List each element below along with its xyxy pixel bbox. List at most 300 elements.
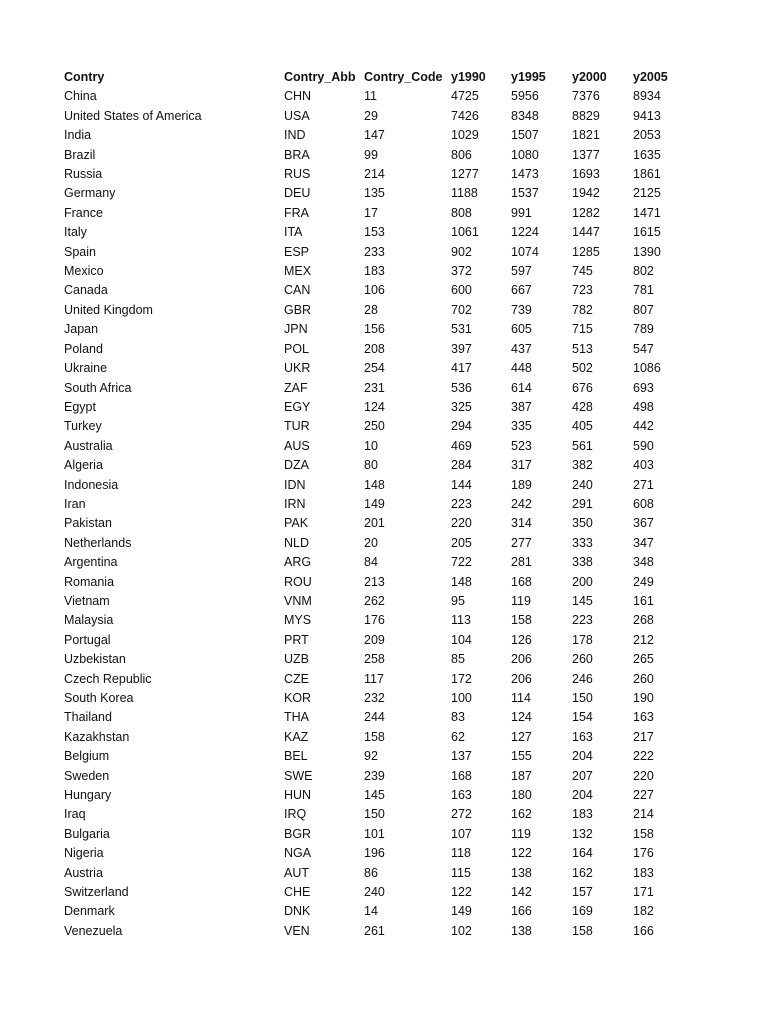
cell-y1990: 85 xyxy=(451,652,465,667)
cell-code: 17 xyxy=(364,205,378,220)
cell-y2000: 162 xyxy=(572,865,593,880)
cell-abb: PRT xyxy=(284,632,309,647)
cell-y2005: 547 xyxy=(633,341,654,356)
cell-y2005: 249 xyxy=(633,574,654,589)
cell-country: Portugal xyxy=(64,632,111,647)
cell-y2000: 150 xyxy=(572,691,593,705)
cell-y1995: 180 xyxy=(511,788,532,803)
cell-code: 20 xyxy=(364,535,378,550)
cell-abb: IDN xyxy=(284,477,306,492)
cell-code: 233 xyxy=(364,244,385,259)
cell-abb: IRN xyxy=(284,496,306,511)
cell-abb: KOR xyxy=(284,691,312,705)
data-table xyxy=(64,68,703,941)
table-row xyxy=(64,553,703,572)
spreadsheet xyxy=(64,68,703,941)
cell-code: 240 xyxy=(364,885,385,900)
cell-y2005: 2053 xyxy=(633,128,661,143)
cell-abb: NLD xyxy=(284,535,310,550)
cell-country: Iran xyxy=(64,496,86,511)
cell-code: 99 xyxy=(364,147,378,162)
cell-country: Netherlands xyxy=(64,535,132,550)
cell-abb: DZA xyxy=(284,458,309,473)
cell-y2000: 1447 xyxy=(572,225,600,240)
cell-y2000: 8829 xyxy=(572,108,600,123)
cell-y1990: 137 xyxy=(451,749,472,764)
cell-y1995: 138 xyxy=(511,923,532,938)
cell-abb: GBR xyxy=(284,302,312,317)
cell-country: Thailand xyxy=(64,710,112,725)
cell-y2005: 789 xyxy=(633,322,654,337)
cell-y1995: 206 xyxy=(511,652,532,667)
cell-code: 135 xyxy=(364,186,385,201)
cell-y1990: 284 xyxy=(451,458,472,473)
cell-y1990: 372 xyxy=(451,264,472,279)
table-row xyxy=(64,786,703,805)
cell-y1990: 469 xyxy=(451,438,472,453)
cell-abb: IND xyxy=(284,128,306,143)
cell-code: 262 xyxy=(364,593,385,608)
cell-code: 153 xyxy=(364,225,385,240)
table-row xyxy=(64,922,703,941)
cell-code: 258 xyxy=(364,652,385,667)
cell-y1990: 531 xyxy=(451,322,472,337)
cell-code: 261 xyxy=(364,923,385,938)
cell-y1990: 397 xyxy=(451,341,472,356)
cell-country: Argentina xyxy=(64,555,118,570)
cell-y1990: 417 xyxy=(451,361,472,376)
cell-country: Bulgaria xyxy=(64,826,110,841)
cell-country: Iraq xyxy=(64,807,86,822)
cell-code: 231 xyxy=(364,380,385,395)
cell-abb: CAN xyxy=(284,283,311,298)
cell-y2000: 1377 xyxy=(572,147,600,162)
table-row xyxy=(64,514,703,533)
cell-abb: TUR xyxy=(284,419,310,434)
cell-abb: VEN xyxy=(284,923,310,938)
cell-y1995: 1074 xyxy=(511,244,539,259)
cell-y1995: 335 xyxy=(511,419,532,434)
cell-y2000: 428 xyxy=(572,399,593,414)
cell-y1990: 148 xyxy=(451,574,472,589)
table-row xyxy=(64,320,703,339)
table-body xyxy=(64,87,703,941)
cell-y2005: 214 xyxy=(633,807,654,822)
cell-y1995: 114 xyxy=(511,691,531,705)
cell-y2000: 561 xyxy=(572,438,593,453)
cell-y1990: 702 xyxy=(451,302,472,317)
column-header-y1990: y1990 xyxy=(451,70,486,84)
cell-code: 92 xyxy=(364,749,378,764)
cell-y1990: 902 xyxy=(451,244,472,259)
cell-country: Spain xyxy=(64,244,96,259)
cell-y1990: 223 xyxy=(451,496,472,511)
cell-y1995: 166 xyxy=(511,904,532,919)
cell-country: Poland xyxy=(64,341,103,356)
cell-code: 213 xyxy=(364,574,385,589)
cell-country: Canada xyxy=(64,283,108,298)
cell-y2005: 182 xyxy=(633,904,654,919)
cell-country: United States of America xyxy=(64,108,202,123)
cell-abb: POL xyxy=(284,341,310,356)
cell-country: Denmark xyxy=(64,904,115,919)
table-row xyxy=(64,805,703,824)
cell-y1995: 242 xyxy=(511,496,532,511)
cell-abb: ROU xyxy=(284,574,312,589)
cell-code: 124 xyxy=(364,399,385,414)
cell-y1995: 314 xyxy=(511,516,532,531)
cell-code: 117 xyxy=(364,671,384,686)
cell-y2000: 183 xyxy=(572,807,593,822)
cell-country: Algeria xyxy=(64,458,103,473)
cell-country: Japan xyxy=(64,322,99,337)
cell-y1990: 325 xyxy=(451,399,472,414)
cell-y1990: 7426 xyxy=(451,108,479,123)
cell-y1995: 1080 xyxy=(511,147,539,162)
cell-y2000: 204 xyxy=(572,749,593,764)
cell-y1995: 667 xyxy=(511,283,532,298)
cell-y1990: 600 xyxy=(451,283,472,298)
cell-country: Turkey xyxy=(64,419,102,434)
cell-y2005: 590 xyxy=(633,438,654,453)
cell-y1990: 172 xyxy=(451,671,472,686)
cell-y1990: 102 xyxy=(451,923,472,938)
cell-y1995: 189 xyxy=(511,477,532,492)
cell-abb: DNK xyxy=(284,904,311,919)
cell-y1995: 119 xyxy=(511,826,531,841)
cell-y2005: 161 xyxy=(633,593,654,608)
cell-y2005: 176 xyxy=(633,846,654,861)
cell-y1995: 1507 xyxy=(511,128,539,143)
table-row xyxy=(64,126,703,145)
cell-y1995: 5956 xyxy=(511,89,539,104)
cell-abb: PAK xyxy=(284,516,309,531)
column-header-contry-abb: Contry_Abb xyxy=(284,70,356,84)
cell-code: 29 xyxy=(364,108,378,123)
cell-abb: BEL xyxy=(284,749,308,764)
cell-y1990: 806 xyxy=(451,147,472,162)
cell-y1990: 115 xyxy=(451,865,471,880)
cell-y1990: 113 xyxy=(451,613,471,628)
cell-y1990: 144 xyxy=(451,477,472,492)
table-row xyxy=(64,495,703,514)
cell-abb: NGA xyxy=(284,846,312,861)
cell-y1990: 122 xyxy=(451,885,472,900)
cell-y1990: 107 xyxy=(451,826,472,841)
table-row xyxy=(64,592,703,611)
cell-code: 208 xyxy=(364,341,385,356)
table-row xyxy=(64,883,703,902)
cell-y2000: 745 xyxy=(572,264,593,279)
table-row xyxy=(64,243,703,262)
header-row xyxy=(64,68,703,87)
cell-y2005: 265 xyxy=(633,652,654,667)
cell-y1995: 8348 xyxy=(511,108,539,123)
cell-abb: ITA xyxy=(284,225,303,240)
table-row xyxy=(64,767,703,786)
cell-code: 150 xyxy=(364,807,385,822)
cell-country: Hungary xyxy=(64,788,112,803)
cell-abb: JPN xyxy=(284,322,308,337)
cell-y2000: 502 xyxy=(572,361,593,376)
cell-country: Australia xyxy=(64,438,113,453)
cell-abb: CHN xyxy=(284,89,312,104)
cell-y1995: 437 xyxy=(511,341,532,356)
cell-code: 250 xyxy=(364,419,385,434)
cell-y2000: 132 xyxy=(572,826,593,841)
cell-y2005: 781 xyxy=(633,283,654,298)
cell-y2005: 166 xyxy=(633,923,654,938)
cell-abb: BRA xyxy=(284,147,310,162)
cell-country: France xyxy=(64,205,103,220)
cell-y1990: 104 xyxy=(451,632,472,647)
cell-y2005: 212 xyxy=(633,632,654,647)
cell-country: Vietnam xyxy=(64,593,110,608)
cell-country: South Korea xyxy=(64,691,134,705)
table-row xyxy=(64,340,703,359)
table-row xyxy=(64,689,703,708)
cell-code: 149 xyxy=(364,496,385,511)
table-row xyxy=(64,204,703,223)
cell-country: South Africa xyxy=(64,380,132,395)
cell-country: Italy xyxy=(64,225,87,240)
cell-y2000: 178 xyxy=(572,632,593,647)
cell-y1990: 4725 xyxy=(451,89,479,104)
cell-country: Romania xyxy=(64,574,115,589)
cell-abb: DEU xyxy=(284,186,311,201)
cell-y1990: 168 xyxy=(451,768,472,783)
table-row xyxy=(64,611,703,630)
cell-y1990: 95 xyxy=(451,593,465,608)
column-header-contry-code: Contry_Code xyxy=(364,70,443,84)
cell-y1990: 62 xyxy=(451,729,465,744)
cell-abb: AUS xyxy=(284,438,310,453)
cell-country: Venezuela xyxy=(64,923,123,938)
table-row xyxy=(64,844,703,863)
cell-abb: MEX xyxy=(284,264,312,279)
cell-y1990: 100 xyxy=(451,691,472,705)
cell-y1990: 163 xyxy=(451,788,472,803)
cell-y2000: 7376 xyxy=(572,89,600,104)
table-row xyxy=(64,379,703,398)
cell-y1990: 220 xyxy=(451,516,472,531)
cell-y2005: 9413 xyxy=(633,108,661,123)
cell-y2005: 498 xyxy=(633,399,654,414)
table-row xyxy=(64,437,703,456)
cell-y2000: 1942 xyxy=(572,186,600,201)
cell-y1990: 118 xyxy=(451,846,471,861)
cell-code: 183 xyxy=(364,264,385,279)
table-row xyxy=(64,301,703,320)
table-row xyxy=(64,670,703,689)
cell-y1990: 722 xyxy=(451,555,472,570)
cell-y2000: 169 xyxy=(572,904,593,919)
cell-y2000: 382 xyxy=(572,458,593,473)
cell-y2000: 291 xyxy=(572,496,593,511)
cell-code: 106 xyxy=(364,283,385,298)
cell-y1995: 119 xyxy=(511,593,531,608)
cell-country: Indonesia xyxy=(64,477,119,492)
cell-abb: ARG xyxy=(284,555,312,570)
cell-y2005: 1615 xyxy=(633,225,661,240)
table-row xyxy=(64,359,703,378)
cell-y1990: 808 xyxy=(451,205,472,220)
cell-code: 14 xyxy=(364,904,378,919)
cell-y2000: 676 xyxy=(572,380,593,395)
cell-abb: HUN xyxy=(284,788,312,803)
cell-y1995: 523 xyxy=(511,438,532,453)
cell-y1995: 206 xyxy=(511,671,532,686)
column-header-y2005: y2005 xyxy=(633,70,668,84)
cell-abb: USA xyxy=(284,108,310,123)
cell-abb: BGR xyxy=(284,826,312,841)
cell-y2000: 333 xyxy=(572,535,593,550)
cell-code: 148 xyxy=(364,477,385,492)
cell-country: Nigeria xyxy=(64,846,104,861)
cell-y2005: 1086 xyxy=(633,361,661,376)
table-row xyxy=(64,87,703,106)
cell-y2005: 158 xyxy=(633,826,654,841)
cell-abb: FRA xyxy=(284,205,309,220)
cell-y1995: 155 xyxy=(511,749,532,764)
cell-y2000: 350 xyxy=(572,516,593,531)
cell-abb: EGY xyxy=(284,399,311,414)
cell-country: China xyxy=(64,89,97,104)
cell-country: Russia xyxy=(64,167,103,182)
cell-abb: ESP xyxy=(284,244,310,259)
cell-y2000: 260 xyxy=(572,652,593,667)
cell-y2005: 163 xyxy=(633,710,654,725)
cell-code: 214 xyxy=(364,167,385,182)
table-row xyxy=(64,631,703,650)
cell-y1995: 158 xyxy=(511,613,532,628)
cell-y2000: 207 xyxy=(572,768,593,783)
cell-country: United Kingdom xyxy=(64,302,153,317)
cell-country: Sweden xyxy=(64,768,110,783)
table-row xyxy=(64,223,703,242)
cell-y1995: 448 xyxy=(511,361,532,376)
cell-country: Switzerland xyxy=(64,885,129,900)
cell-y1990: 149 xyxy=(451,904,472,919)
cell-y2000: 164 xyxy=(572,846,593,861)
cell-country: Czech Republic xyxy=(64,671,152,686)
cell-y2005: 802 xyxy=(633,264,654,279)
cell-country: India xyxy=(64,128,92,143)
cell-abb: SWE xyxy=(284,768,313,783)
cell-abb: CZE xyxy=(284,671,309,686)
table-row xyxy=(64,417,703,436)
cell-country: Mexico xyxy=(64,264,104,279)
cell-y1995: 127 xyxy=(511,729,532,744)
cell-country: Ukraine xyxy=(64,361,108,376)
cell-country: Uzbekistan xyxy=(64,652,126,667)
cell-y1995: 1537 xyxy=(511,186,539,201)
cell-y2000: 204 xyxy=(572,788,593,803)
table-row xyxy=(64,747,703,766)
table-row xyxy=(64,573,703,592)
cell-country: Pakistan xyxy=(64,516,112,531)
table-row xyxy=(64,398,703,417)
cell-code: 239 xyxy=(364,768,385,783)
cell-country: Kazakhstan xyxy=(64,729,130,744)
cell-y2000: 1821 xyxy=(572,128,600,143)
cell-country: Egypt xyxy=(64,399,96,414)
cell-y1995: 187 xyxy=(511,768,532,783)
table-row xyxy=(64,708,703,727)
cell-y1990: 294 xyxy=(451,419,472,434)
cell-country: Austria xyxy=(64,865,103,880)
cell-y1995: 387 xyxy=(511,399,532,414)
table-row xyxy=(64,107,703,126)
cell-y2000: 782 xyxy=(572,302,593,317)
cell-code: 176 xyxy=(364,613,385,628)
cell-y2005: 8934 xyxy=(633,89,661,104)
cell-y2000: 223 xyxy=(572,613,593,628)
cell-y2005: 2125 xyxy=(633,186,661,201)
cell-y2000: 405 xyxy=(572,419,593,434)
cell-country: Belgium xyxy=(64,749,110,764)
table-row xyxy=(64,456,703,475)
cell-y2005: 347 xyxy=(633,535,654,550)
cell-y2000: 513 xyxy=(572,341,593,356)
cell-y2005: 348 xyxy=(633,555,654,570)
cell-y2000: 240 xyxy=(572,477,593,492)
cell-y2005: 403 xyxy=(633,458,654,473)
cell-y2005: 442 xyxy=(633,419,654,434)
cell-y2000: 200 xyxy=(572,574,593,589)
cell-code: 147 xyxy=(364,128,385,143)
table-row xyxy=(64,728,703,747)
column-header-contry: Contry xyxy=(64,70,105,84)
cell-y2000: 715 xyxy=(572,322,593,337)
table-row xyxy=(64,534,703,553)
cell-y1995: 124 xyxy=(511,710,532,725)
cell-y1990: 1188 xyxy=(451,186,478,201)
cell-y2005: 1861 xyxy=(633,167,661,182)
cell-y2005: 693 xyxy=(633,380,654,395)
cell-y1990: 83 xyxy=(451,710,465,725)
cell-abb: ZAF xyxy=(284,380,308,395)
table-row xyxy=(64,281,703,300)
cell-y2005: 190 xyxy=(633,691,654,705)
cell-abb: IRQ xyxy=(284,807,307,822)
cell-y1995: 277 xyxy=(511,535,532,550)
cell-abb: KAZ xyxy=(284,729,309,744)
table-row xyxy=(64,650,703,669)
cell-abb: CHE xyxy=(284,885,311,900)
cell-y2005: 1635 xyxy=(633,147,661,162)
cell-y2000: 157 xyxy=(572,885,593,900)
cell-code: 80 xyxy=(364,458,378,473)
cell-y1990: 205 xyxy=(451,535,472,550)
cell-y2000: 154 xyxy=(572,710,593,725)
table-row xyxy=(64,146,703,165)
cell-y2005: 227 xyxy=(633,788,654,803)
cell-y2000: 1285 xyxy=(572,244,600,259)
cell-y2000: 1693 xyxy=(572,167,600,182)
cell-y2000: 163 xyxy=(572,729,593,744)
cell-y1995: 162 xyxy=(511,807,532,822)
cell-y1995: 597 xyxy=(511,264,532,279)
table-row xyxy=(64,825,703,844)
cell-y2005: 183 xyxy=(633,865,654,880)
cell-code: 196 xyxy=(364,846,385,861)
cell-code: 244 xyxy=(364,710,385,725)
cell-y2005: 608 xyxy=(633,496,654,511)
cell-y2005: 807 xyxy=(633,302,654,317)
cell-code: 28 xyxy=(364,302,378,317)
cell-code: 201 xyxy=(364,516,385,531)
